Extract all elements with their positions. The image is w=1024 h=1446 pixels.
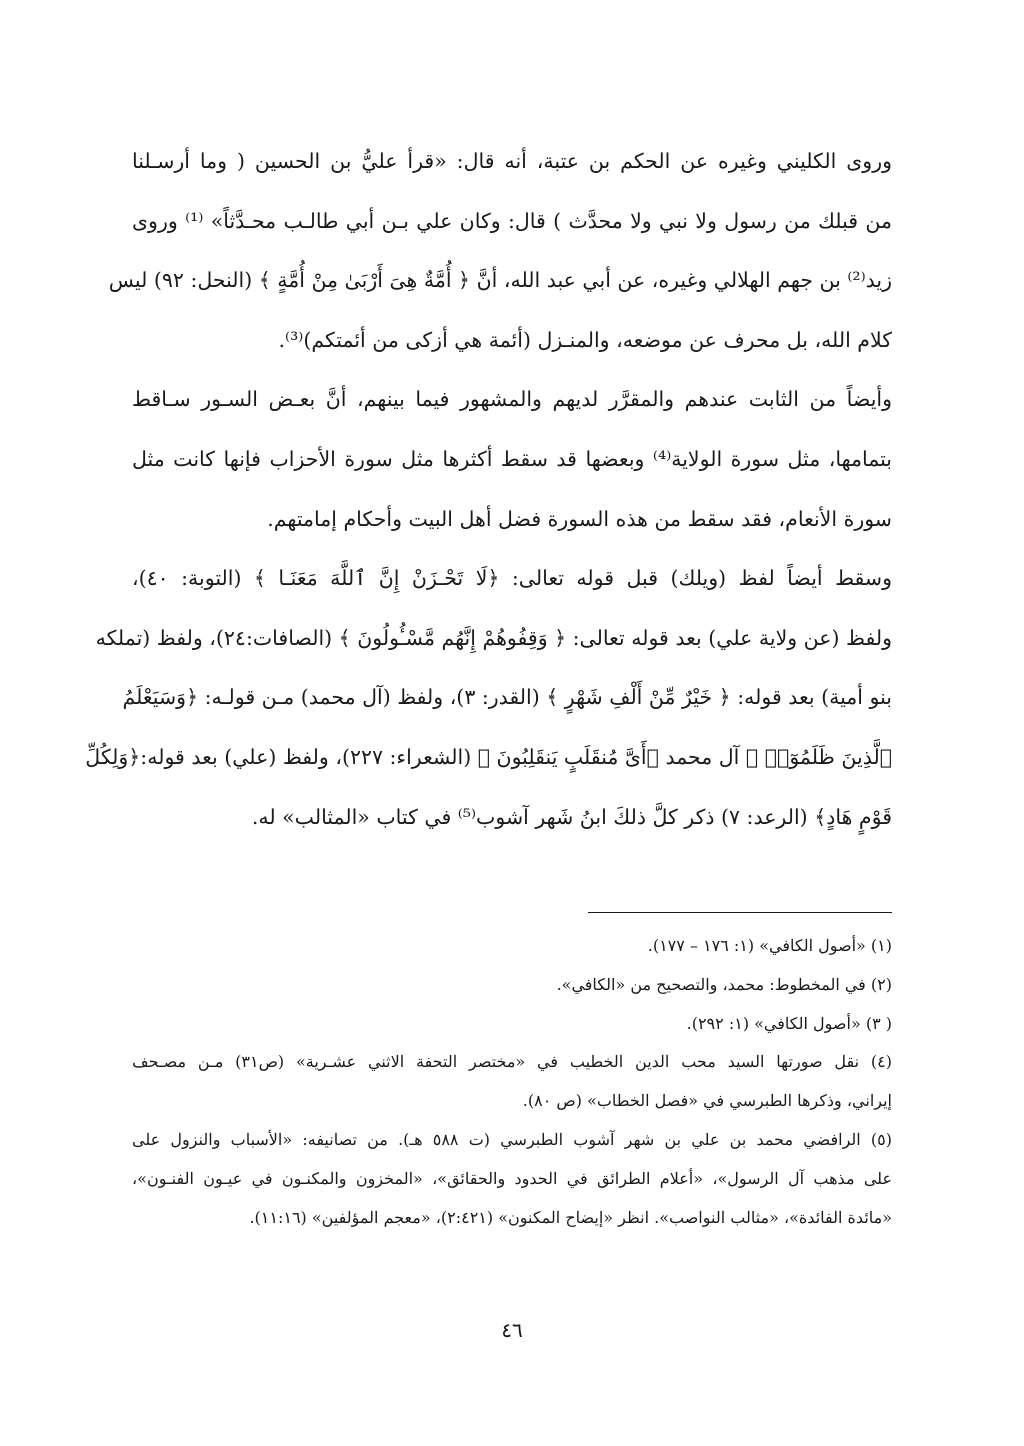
footnote-2: (٢) في المخطوط: محمد، والتصحيح من «الكافي». [556,974,892,994]
page-number: ٤٦ [501,1318,523,1342]
body-line-6: بتمامها، مثل سورة الولاية⁽⁴⁾ وبعضها قد سقط أكثرها مثل سورة الأحزاب فإنها كانت مثل [132,446,893,471]
footnote-3: ( ٣) «أصول الكافي» (١: ٢٩٢). [686,1013,892,1033]
body-line-11: ٱلَّذِينَ ظَلَمُوٓا۟ ﴾ آل محمد ﴿أَىَّ مُنقَلَبٍ يَنقَلِبُونَ ﴾ (الشعراء: ٢٢٧)، ولفظ (علي) بعد قوله:﴿وَلِكُلِّ [85,744,892,769]
body-line-10: بنو أمية) بعد قوله: ﴿ خَيْرٌ مِّنْ أَلْفِ شَهْرٍ ﴾ (القدر: ٣)، ولفظ (آل محمد) مـن قولـه: ﴿وَسَيَعْلَمُ [122,685,892,710]
footnote-5-line-1: (٥) الرافضي محمد بن علي بن شهر آشوب الطبرسي (ت ٥٨٨ هـ). من تصانيفه: «الأسباب والنزول على [132,1129,893,1149]
body-line-2: من قبلك من رسول ولا نبي ولا محدَّث ) قال: وكان علي بـن أبي طالـب محـدَّثاً» ⁽¹⁾ وروى [132,208,892,233]
body-line-7: سورة الأنعام، فقد سقط من هذه السورة فضل أهل البيت وأحكام إمامتهم. [267,506,892,531]
footnote-4-line-2: إيراني، وذكرها الطبرسي في «فصل الخطاب» (ص ٨٠). [522,1091,892,1111]
footnote-divider [588,912,892,913]
footnotes-section [132,931,892,1241]
body-line-9: ولفظ (عن ولاية علي) بعد قوله تعالى: ﴿ وَقِفُوهُمْ إِنَّهُم مَّسْـُٔولُونَ ﴾ (الصافات:٢٤)، ولفظ (تملكه [95,625,892,650]
footnote-1: (١) «أصول الكافي» (١: ١٧٦ – ١٧٧). [647,936,892,955]
body-line-3: زيد⁽²⁾ بن جهم الهلالي وغيره، عن أبي عبد الله، أنَّ ﴿ أُمَّةٌ هِىَ أَرْبَىٰ مِنْ أُمَّةٍ ﴾ (النحل: ٩٢) ليس [108,268,892,293]
body-line-1: وروى الكليني وغيره عن الحكم بن عتبة، أنه قال: «قرأ عليُّ بن الحسين ( وما أرسـلنا [132,149,892,173]
body-line-4: كلام الله، بل محرف عن موضعه، والمنـزل (أئمة هي أزكى من أئمتكم)⁽³⁾. [278,327,892,352]
footnote-5-line-3: «مائدة الفائدة»، «مثالب النواصب». انظر «إيضاح المكنون» (٢:٤٢١)، «معجم المؤلفين» (١١:١٦). [249,1207,892,1227]
main-text-body [85,136,893,851]
body-line-5: وأيضاً من الثابت عندهم والمقرَّر لديهم والمشهور فيما بينهم، أنَّ بعـض السـور سـاقط [132,387,892,412]
footnote-5-line-2: على مذهب آل الرسول»، «أعلام الطرائق في الحدود والحقائق»، «المخزون والمكنـون في عيـون الفنـون»، [132,1168,892,1188]
footnote-4-line-1: (٤) نقل صورتها السيد محب الدين الخطيب في «مختصر التحفة الاثني عشـرية» (ص٣١) مـن مصـحف [132,1052,892,1072]
body-line-8: وسقط أيضاً لفظ (ويلك) قبل قوله تعالى: ﴿لَا تَحْـزَنْ إِنَّ ٱللَّهَ مَعَنَـا ﴾ (التوبة: ٤٠)، [132,566,892,591]
body-line-12: قَوْمٍ هَادٍ﴾ (الرعد: ٧) ذكر كلَّ ذلكَ ابنُ شَهر آشوب⁽⁵⁾ في كتاب «المثالب» له. [251,804,892,829]
